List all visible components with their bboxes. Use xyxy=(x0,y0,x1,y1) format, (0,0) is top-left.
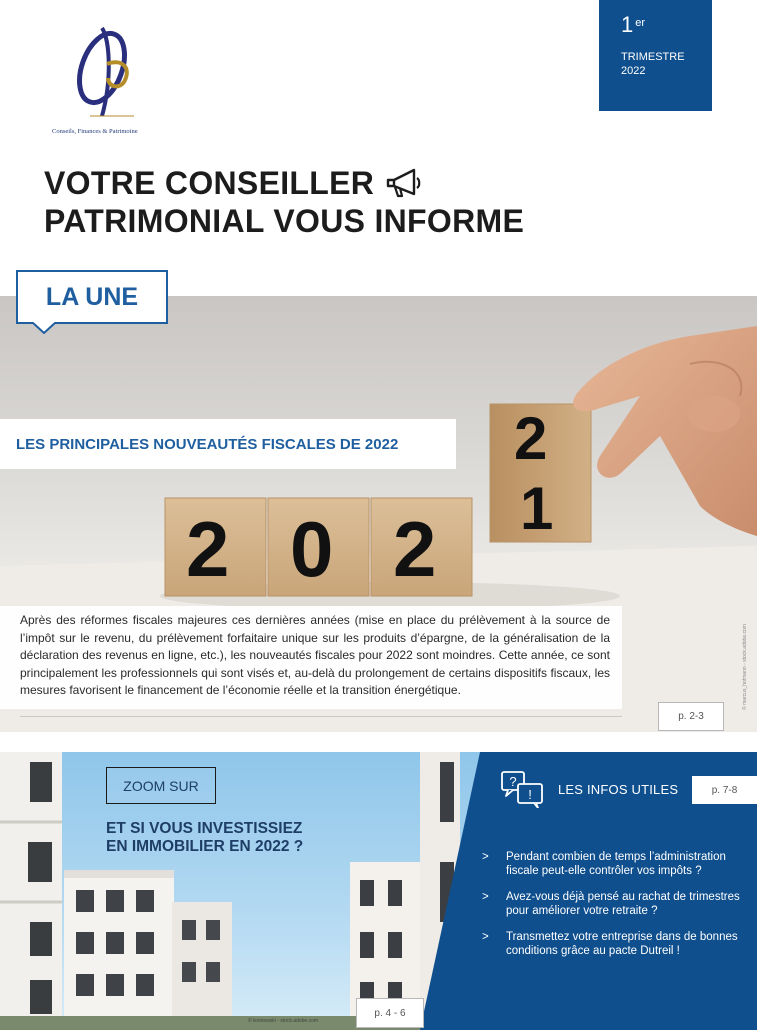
image-credit: © marcus_hofmann - stock.adobe.com xyxy=(742,624,748,710)
zoom-page-ref[interactable]: p. 4 - 6 xyxy=(356,998,424,1028)
cfp-logo xyxy=(52,20,162,140)
zoom-article-title[interactable] xyxy=(106,820,303,856)
cube-digit: 2 xyxy=(514,405,548,472)
megaphone-icon xyxy=(384,167,424,199)
quarter-number: 1 $^{er}$ xyxy=(621,12,646,37)
zoom-image xyxy=(0,752,480,1030)
quarter-suffix: er xyxy=(635,17,646,29)
arrow-icon: > xyxy=(482,891,489,903)
question-chat-icon xyxy=(500,770,546,808)
page-title-line2: PATRIMONIAL VOUS INFORME xyxy=(44,203,525,239)
cfp-monogram-icon xyxy=(52,20,162,126)
page-title-line1: VOTRE CONSEILLER xyxy=(44,165,375,201)
quarter-year: 2022 xyxy=(621,65,646,77)
cube-digit: 0 xyxy=(290,505,334,593)
une-page-ref[interactable]: p. 2-3 xyxy=(658,702,724,731)
svg-text:!: ! xyxy=(528,787,532,802)
zoom-sur-label: ZOOM SUR xyxy=(106,767,216,804)
infos-utiles-title: LES INFOS UTILES xyxy=(558,781,679,797)
zoom-title-line2: EN IMMOBILIER EN 2022 ? xyxy=(106,838,304,855)
arrow-icon: > xyxy=(482,931,489,943)
quarter-word: TRIMESTRE xyxy=(621,51,685,63)
la-une-label: LA UNE xyxy=(16,270,168,324)
zoom-title-line1: ET SI VOUS INVESTISSIEZ xyxy=(106,820,303,837)
zoom-image-credit: © lesniewski - stock.adobe.com xyxy=(248,1018,319,1024)
page-title xyxy=(44,164,524,240)
cube-digit: 2 xyxy=(393,505,437,593)
divider xyxy=(20,716,622,717)
infos-page-ref[interactable]: p. 7-8 xyxy=(692,776,757,804)
callout-tail-icon xyxy=(32,322,56,334)
arrow-icon: > xyxy=(482,851,489,863)
une-article-summary: Après des réformes fiscales majeures ces dernières années (mise en place du prélèvement à la source de l’impôt sur le revenu, du prélèvement forfaitaire unique sur les produits d’épargne, de la généralisation de la déclaration des revenus en ligne, etc.), les nouveautés fiscales pour 2022 sont moindres. Cette année, ce sont principalement les professionnels qui sont visés et, au-delà du prolongement de certains dispositifs fiscaux, les mesures favorisent le financement de l’économie réelle et la transition énergétique. xyxy=(0,606,622,709)
quarter-label xyxy=(621,50,712,78)
quarter-badge xyxy=(599,0,712,111)
infos-utiles-header xyxy=(500,770,678,808)
une-article-title[interactable]: LES PRINCIPALES NOUVEAUTÉS FISCALES DE 2022 xyxy=(0,419,456,469)
list-item[interactable]: > Pendant combien de temps l’administration fiscale peut-elle contrôler vos impôts ? xyxy=(482,851,726,877)
cube-digit: 2 xyxy=(186,505,230,593)
list-item[interactable]: > Transmettez votre entreprise dans de bonnes conditions grâce au pacte Dutreil ! xyxy=(482,931,738,957)
cube-digit: 1 xyxy=(520,475,554,542)
svg-text:?: ? xyxy=(509,774,517,789)
infos-utiles-list xyxy=(482,850,744,970)
list-item[interactable]: > Avez-vous déjà pensé au rachat de trimestres pour améliorer votre retraite ? xyxy=(482,891,740,917)
logo-caption: Conseils, Finances & Patrimoine xyxy=(52,128,138,135)
